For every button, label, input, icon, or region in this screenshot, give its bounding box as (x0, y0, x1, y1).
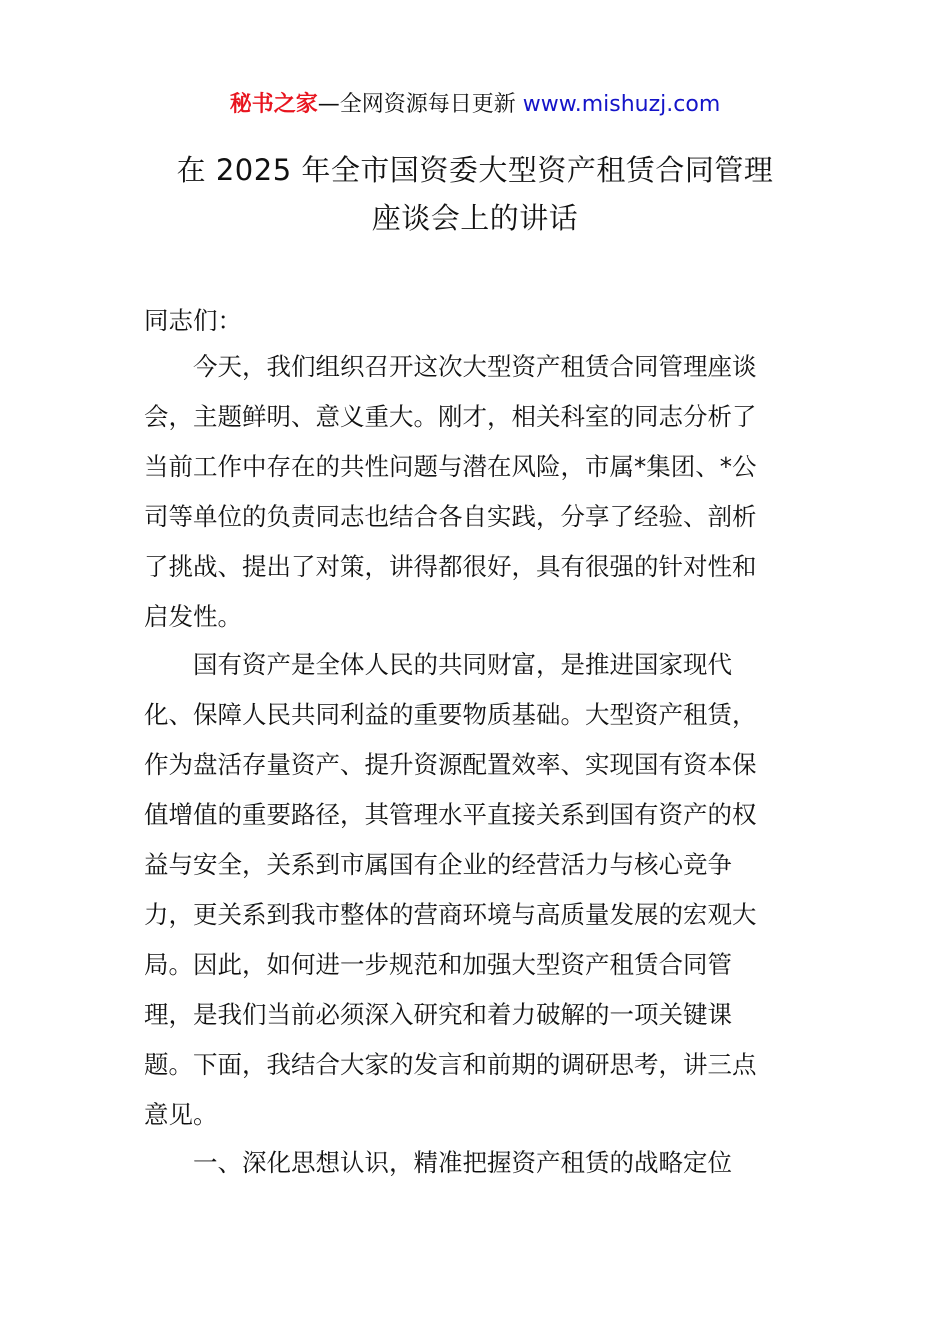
salutation: 同志们： (144, 306, 242, 335)
paragraph-line: 理，是我们当前必须深入研究和着力破解的一项关键课 (144, 1000, 732, 1029)
paragraph-line: 启发性。 (144, 602, 242, 631)
paragraph-line: 会，主题鲜明、意义重大。刚才，相关科室的同志分析了 (144, 402, 757, 431)
paragraph-line: 国有资产是全体人民的共同财富，是推进国家现代 (193, 650, 732, 679)
paragraph-line: 当前工作中存在的共性问题与潜在风险，市属*集团、*公 (144, 452, 757, 481)
paragraph-line: 值增值的重要路径，其管理水平直接关系到国有资产的权 (144, 800, 757, 829)
site-url-link[interactable]: www.mishuzj.com (522, 92, 721, 117)
paragraph-line: 意见。 (144, 1100, 218, 1129)
header-tagline: —全网资源每日更新 (317, 92, 516, 117)
paragraph-line: 司等单位的负责同志也结合各自实践，分享了经验、剖析 (144, 502, 757, 531)
paragraph-line: 化、保障人民共同利益的重要物质基础。大型资产租赁， (144, 700, 757, 729)
brand-name: 秘书之家 (229, 92, 318, 117)
paragraph-line: 了挑战、提出了对策，讲得都很好，具有很强的针对性和 (144, 552, 757, 581)
paragraph-2 (144, 640, 808, 1140)
site-header-banner (0, 88, 950, 122)
paragraph-line: 益与安全，关系到市属国有企业的经营活力与核心竞争 (144, 850, 732, 879)
paragraph-line: 题。下面，我结合大家的发言和前期的调研思考，讲三点 (144, 1050, 757, 1079)
document-title-line-1: 在 2025 年全市国资委大型资产租赁合同管理 (176, 153, 774, 187)
paragraph-1 (144, 342, 808, 642)
document-title-line-2: 座谈会上的讲话 (371, 201, 579, 235)
section-heading-1: 一、深化思想认识，精准把握资产租赁的战略定位 (193, 1148, 732, 1177)
paragraph-line: 力，更关系到我市整体的营商环境与高质量发展的宏观大 (144, 900, 757, 929)
paragraph-line: 局。因此，如何进一步规范和加强大型资产租赁合同管 (144, 950, 732, 979)
paragraph-line: 作为盘活存量资产、提升资源配置效率、实现国有资本保 (144, 750, 757, 779)
paragraph-line: 今天，我们组织召开这次大型资产租赁合同管理座谈 (193, 352, 757, 381)
